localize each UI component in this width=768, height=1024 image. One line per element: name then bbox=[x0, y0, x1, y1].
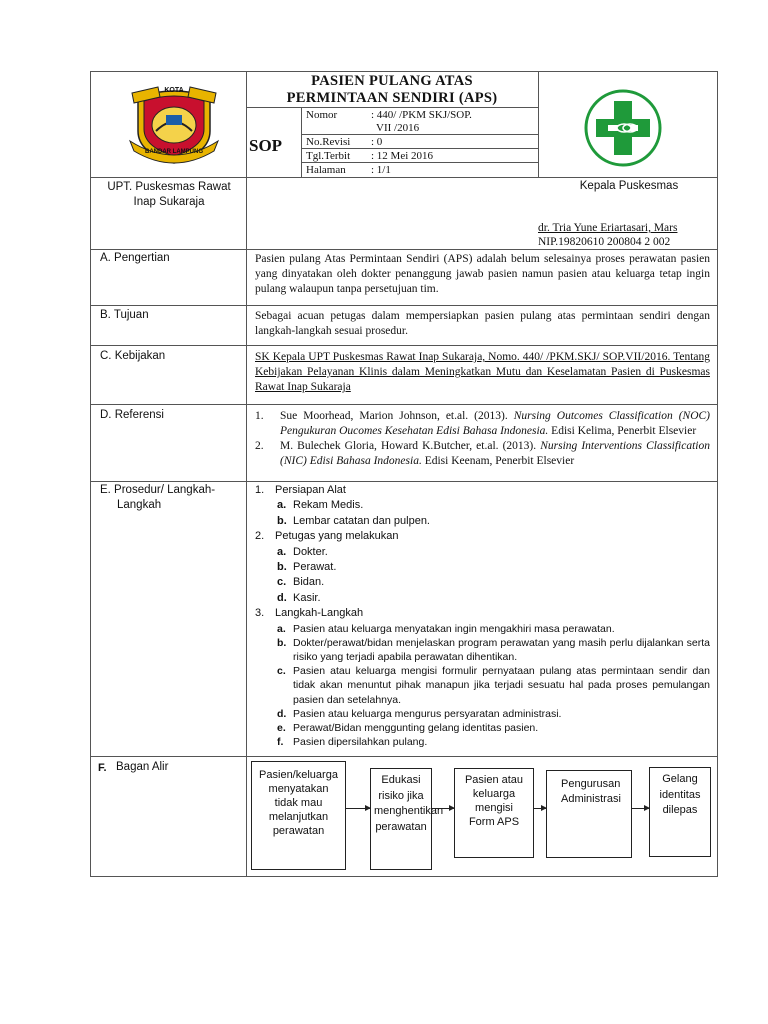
referensi-num: 1. bbox=[255, 410, 264, 422]
health-cross-icon bbox=[584, 89, 662, 167]
row-divider bbox=[90, 345, 718, 346]
title-line-1: PASIEN PULANG ATAS bbox=[311, 73, 473, 89]
meta-nomor-value-cont: VII /2016 bbox=[376, 122, 420, 134]
step-item bbox=[255, 498, 710, 513]
row-divider bbox=[90, 481, 718, 482]
meta-terbit-value: : 12 Mei 2016 bbox=[371, 150, 434, 162]
referensi-item bbox=[255, 439, 710, 468]
step-item bbox=[255, 735, 710, 749]
step-title-text: Persiapan Alat bbox=[275, 484, 346, 496]
referensi-title: Nursing Interventions Classification (NIC) Edisi Bahasa Indonesia. bbox=[280, 440, 711, 467]
row-divider bbox=[90, 177, 718, 178]
referensi-author: Sue Moorhead, Marion Johnson, et.al. (2013). bbox=[280, 410, 514, 422]
meta-halaman-value: : 1/1 bbox=[371, 164, 391, 176]
step-item-num: a. bbox=[277, 545, 287, 558]
step-item-text: Perawat. bbox=[293, 561, 337, 574]
step-item bbox=[255, 707, 710, 721]
referensi-num: 2. bbox=[255, 440, 264, 452]
section-label-referensi: D. Referensi bbox=[100, 409, 164, 421]
flow-arrow bbox=[432, 808, 454, 809]
title-line-2: PERMINTAAN SENDIRI (APS) bbox=[286, 90, 498, 106]
referensi-item bbox=[255, 409, 710, 438]
step-item-num: a. bbox=[277, 622, 286, 635]
step-item-num: b. bbox=[277, 636, 287, 649]
meta-terbit-label: Tgl.Terbit bbox=[306, 150, 351, 162]
row-divider bbox=[90, 249, 718, 250]
unit-name bbox=[94, 180, 244, 210]
referensi-publisher: Edisi Keenam, Penerbit Elsevier bbox=[421, 454, 575, 467]
step-item bbox=[255, 545, 710, 560]
step-item-text: Pasien atau keluarga mengisi formulir pernyataan pulang atas permintaan sendir dan tidak akan menuntut pihak manapun jika terjadi sesuatu hal pada proses pemulangan pasien dan setelahnya. bbox=[293, 665, 710, 706]
step-item-num: f. bbox=[277, 736, 284, 749]
step-item-text: Perawat/Bidan menggunting gelang identitas pasien. bbox=[293, 722, 539, 735]
step-item-num: b. bbox=[277, 514, 287, 527]
step-item-text: Pasien atau keluarga mengurus persyaratan administrasi. bbox=[293, 707, 562, 720]
step-num: 1. bbox=[255, 484, 265, 496]
meta-revisi-label: No.Revisi bbox=[306, 136, 351, 148]
step-title bbox=[255, 483, 710, 498]
row-divider bbox=[90, 305, 718, 306]
bagan-label: Bagan Alir bbox=[116, 761, 169, 773]
step-title bbox=[255, 606, 710, 621]
health-logo bbox=[584, 89, 662, 172]
step-item-num: e. bbox=[277, 722, 286, 735]
step-item-num: c. bbox=[277, 665, 286, 678]
step-item bbox=[255, 636, 710, 664]
step-item-text: Pasien atau keluarga menyatakan ingin mengakhiri masa perawatan. bbox=[293, 622, 615, 635]
sop-label: SOP bbox=[249, 136, 283, 155]
tujuan-text: Sebagai acuan petugas dalam mempersiapkan pasien pulang atas permintaan sendiri dengan langkah-langkah sesuai prosedur. bbox=[255, 310, 710, 337]
flow-arrow bbox=[632, 808, 649, 809]
step-item-num: d. bbox=[277, 707, 287, 720]
flow-box-2: Edukasi risiko jika menghentikan perawatan bbox=[370, 768, 432, 870]
bagan-label-prefix: F. bbox=[98, 762, 107, 774]
section-label-pengertian: A. Pengertian bbox=[100, 252, 170, 264]
step-item-num: c. bbox=[277, 576, 287, 589]
meta-nomor-label: Nomor bbox=[306, 109, 338, 121]
referensi-author: M. Bulechek Gloria, Howard K.Butcher, et.al. (2013). bbox=[280, 440, 541, 452]
step-item-text: Lembar catatan dan pulpen. bbox=[293, 514, 430, 527]
kebijakan-text: SK Kepala UPT Puskesmas Rawat Inap Sukaraja, Nomo. 440/ /PKM.SKJ/ SOP.VII/2016. Tentang Kebijakan Pelayanan Klinis dalam Meningkatkan Mutu dan Keselamatan Pasien di Puskesmas Rawat Inap Sukaraja bbox=[255, 351, 710, 393]
flow-box-3: Pasien atau keluarga mengisi Form APS bbox=[454, 768, 534, 858]
referensi-publisher: Edisi Kelima, Penerbit Elsevier bbox=[548, 424, 697, 437]
flow-box-5: Gelang identitas dilepas bbox=[649, 767, 711, 857]
step-item bbox=[255, 721, 710, 735]
referensi-list bbox=[255, 409, 710, 468]
step-item bbox=[255, 664, 710, 707]
step-item-text: Dokter/perawat/bidan menjelaskan program perawatan yang masih perlu dijalankan serta risiko yang terjadi apabila perawatan dihentikan. bbox=[293, 636, 710, 664]
step-item bbox=[255, 622, 710, 636]
prosedur-label-line-1: E. Prosedur/ Langkah- bbox=[100, 484, 216, 496]
step-title-text: Petugas yang melakukan bbox=[275, 530, 399, 543]
unit-line-1: UPT. Puskesmas Rawat bbox=[107, 181, 231, 193]
signer-name: dr. Tria Yune Eriartasari, Mars bbox=[538, 222, 678, 234]
step-3-items bbox=[255, 622, 710, 750]
sop-divider bbox=[301, 107, 302, 177]
step-item bbox=[255, 591, 710, 606]
city-logo bbox=[128, 83, 220, 165]
unit-line-2: Inap Sukaraja bbox=[133, 196, 205, 208]
header-divider-right bbox=[538, 71, 539, 177]
section-label-tujuan: B. Tujuan bbox=[100, 309, 149, 321]
flow-box-1: Pasien/keluarga menyatakan tidak mau melanjutkan perawatan bbox=[251, 761, 346, 870]
step-item-text: Rekam Medis. bbox=[293, 499, 364, 512]
flow-arrow bbox=[534, 808, 546, 809]
step-item-text: Bidan. bbox=[293, 576, 325, 589]
step-item-num: a. bbox=[277, 499, 287, 512]
section-label-prosedur bbox=[100, 483, 215, 513]
pengertian-text: Pasien pulang Atas Permintaan Sendiri (APS) adalah belum selesainya proses perawatan pasien yang dinyatakan oleh dokter penanggung jawab pasien namun pasien atau keluarga tetap ingin pulang walaupun tanpa persetujuan tim. bbox=[255, 253, 710, 295]
step-num: 3. bbox=[255, 607, 265, 620]
logo-bottom-text: BANDAR LAMPUNG bbox=[145, 149, 203, 155]
flow-arrow bbox=[346, 808, 370, 809]
step-item bbox=[255, 514, 710, 529]
signer-role: Kepala Puskesmas bbox=[579, 180, 679, 192]
section-label-kebijakan: C. Kebijakan bbox=[100, 350, 166, 362]
page-title bbox=[246, 73, 538, 107]
flow-box-4: Pengurusan Administrasi bbox=[546, 770, 632, 858]
step-item-num: b. bbox=[277, 561, 287, 574]
step-item-num: d. bbox=[277, 591, 287, 604]
logo-top-text: KOTA bbox=[164, 87, 184, 94]
step-title bbox=[255, 529, 710, 544]
step-num: 2. bbox=[255, 530, 265, 543]
meta-nomor-value: : 440/ /PKM SKJ/SOP. bbox=[371, 109, 472, 121]
meta-revisi-value: : 0 bbox=[371, 136, 383, 148]
row-divider bbox=[90, 404, 718, 405]
step-title-text: Langkah-Langkah bbox=[275, 607, 364, 620]
step-item-text: Kasir. bbox=[293, 591, 321, 604]
signer-nip: NIP.19820610 200804 2 002 bbox=[538, 236, 671, 248]
prosedur-label-line-2: Langkah bbox=[117, 499, 162, 511]
referensi-title: Nursing Outcomes Classification (NOC) Pengukuran Oucomes Kesehatan Edisi Bahasa Indonesia. bbox=[280, 410, 711, 437]
step-item-text: Pasien dipersilahkan pulang. bbox=[293, 736, 428, 749]
step-item-text: Dokter. bbox=[293, 545, 328, 558]
row-divider bbox=[90, 756, 718, 757]
step-item bbox=[255, 575, 710, 590]
meta-halaman-label: Halaman bbox=[306, 164, 346, 176]
prosedur-steps bbox=[255, 483, 710, 749]
step-item bbox=[255, 560, 710, 575]
